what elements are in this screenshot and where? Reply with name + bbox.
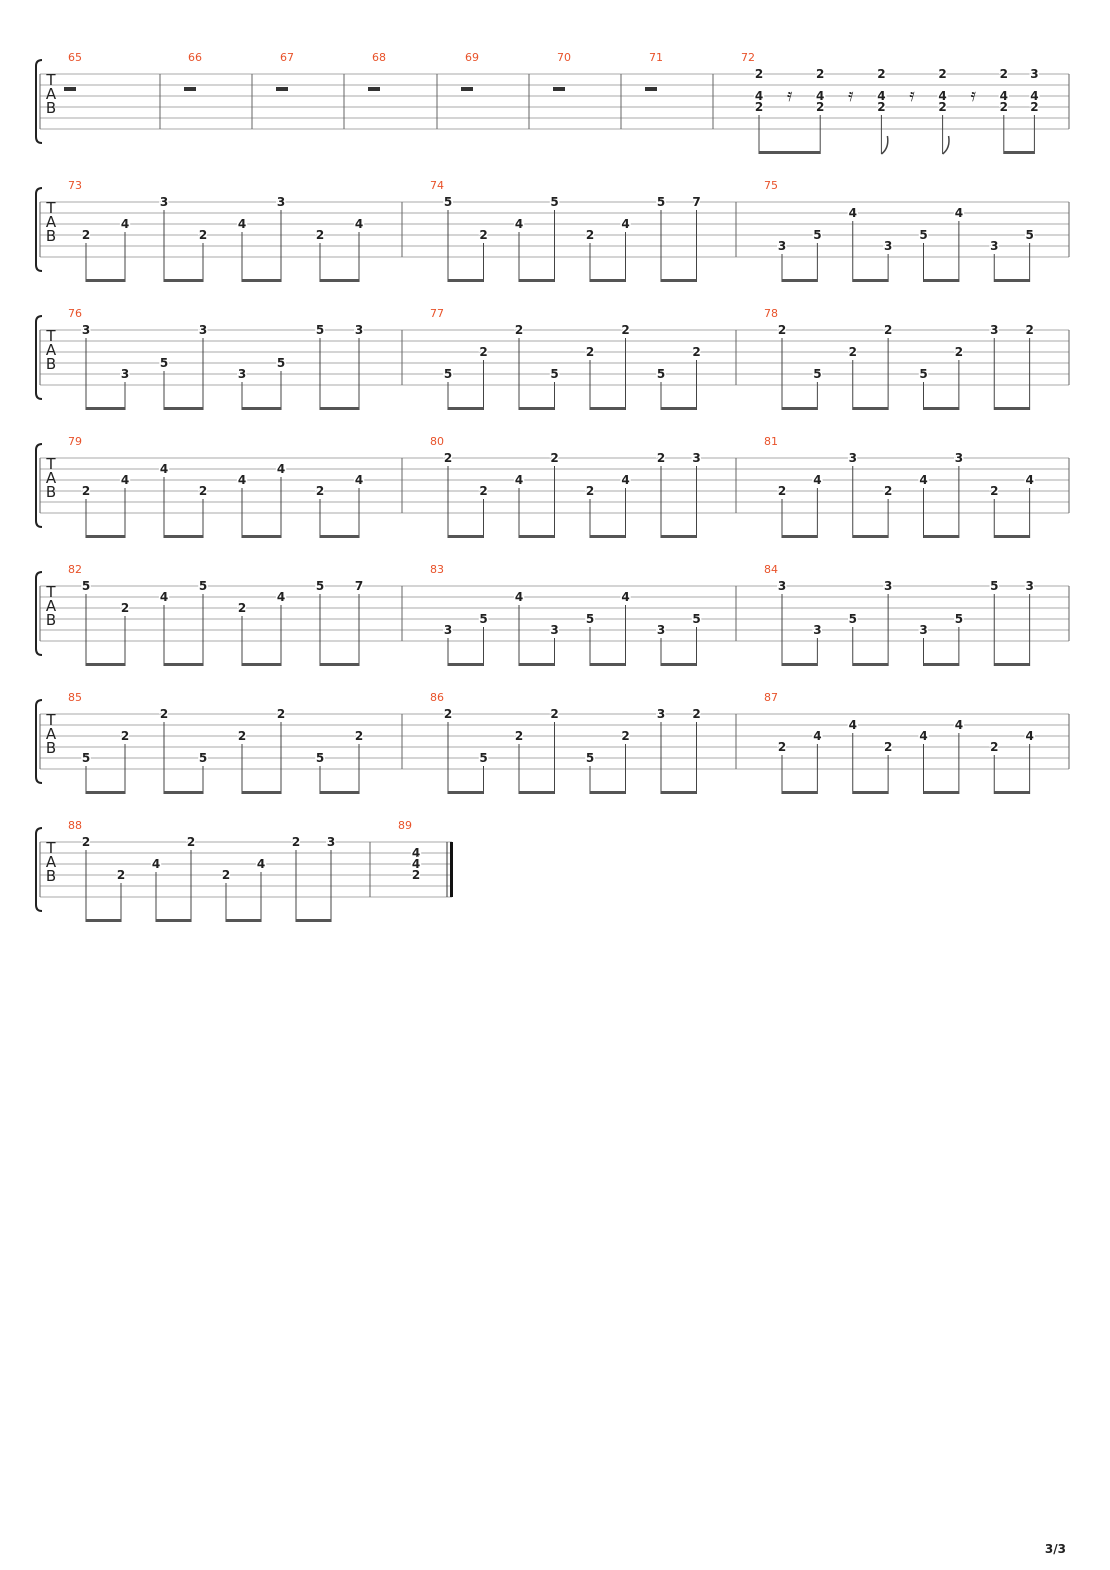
measure-number: 79 bbox=[68, 435, 82, 448]
final-barline-thick bbox=[450, 842, 453, 897]
system-bracket bbox=[36, 188, 42, 271]
beam bbox=[590, 407, 626, 410]
tab-clef-letter: B bbox=[45, 611, 57, 629]
system-bracket bbox=[36, 444, 42, 527]
fret-number: 5 bbox=[656, 195, 666, 209]
fret-number: 4 bbox=[754, 89, 764, 103]
fret-number: 3 bbox=[954, 451, 964, 465]
measure-number: 78 bbox=[764, 307, 778, 320]
fret-number: 2 bbox=[754, 100, 764, 114]
fret-number: 2 bbox=[692, 345, 701, 359]
fret-number: 4 bbox=[621, 590, 630, 604]
tab-clef-letter: A bbox=[45, 85, 57, 103]
fret-number: 2 bbox=[550, 707, 559, 721]
fret-number: 2 bbox=[777, 323, 787, 337]
measure-number: 80 bbox=[430, 435, 444, 448]
fret-number: 3 bbox=[1025, 579, 1034, 593]
beam bbox=[320, 791, 359, 794]
beam bbox=[661, 535, 697, 538]
beam bbox=[519, 535, 555, 538]
beam bbox=[156, 919, 191, 922]
fret-number: 4 bbox=[514, 217, 524, 231]
fret-number: 5 bbox=[479, 751, 488, 765]
sixteenth-rest: 𝄿 bbox=[848, 85, 854, 106]
fret-number: 4 bbox=[120, 473, 130, 487]
beam bbox=[590, 279, 626, 282]
fret-number: 2 bbox=[354, 729, 364, 743]
fret-number: 2 bbox=[954, 345, 964, 359]
tab-clef-letter: B bbox=[45, 483, 57, 501]
fret-number: 5 bbox=[81, 751, 91, 765]
fret-number: 4 bbox=[954, 718, 964, 732]
fret-number: 4 bbox=[919, 473, 928, 487]
beam bbox=[782, 663, 817, 666]
fret-number: 2 bbox=[198, 484, 208, 498]
fret-number: 3 bbox=[326, 835, 336, 849]
measure-number: 72 bbox=[741, 51, 755, 64]
fret-number: 4 bbox=[159, 590, 169, 604]
tab-clef-letter: A bbox=[45, 853, 57, 871]
fret-number: 3 bbox=[276, 195, 286, 209]
fret-number: 2 bbox=[159, 707, 169, 721]
fret-number: 2 bbox=[443, 707, 453, 721]
fret-number: 2 bbox=[621, 323, 630, 337]
beam bbox=[164, 407, 203, 410]
fret-number: 3 bbox=[813, 623, 822, 637]
fret-number: 4 bbox=[276, 590, 286, 604]
measure-number: 81 bbox=[764, 435, 778, 448]
measure-number: 75 bbox=[764, 179, 778, 192]
beam bbox=[661, 663, 697, 666]
fret-number: 2 bbox=[120, 601, 130, 615]
fret-number: 5 bbox=[81, 579, 91, 593]
system-bracket bbox=[36, 60, 42, 143]
fret-number: 4 bbox=[954, 206, 964, 220]
fret-number: 3 bbox=[550, 623, 559, 637]
fret-number: 2 bbox=[938, 100, 947, 114]
fret-number: 2 bbox=[877, 67, 886, 81]
tab-clef-letter: T bbox=[46, 455, 56, 473]
fret-number: 4 bbox=[1025, 473, 1034, 487]
beam bbox=[226, 919, 261, 922]
fret-number: 2 bbox=[883, 740, 893, 754]
measure-number: 87 bbox=[764, 691, 778, 704]
beam bbox=[853, 535, 888, 538]
whole-rest bbox=[645, 87, 657, 91]
tab-clef-letter: T bbox=[46, 711, 56, 729]
tab-clef-letter: B bbox=[45, 867, 57, 885]
fret-number: 3 bbox=[237, 367, 247, 381]
fret-number: 3 bbox=[990, 323, 999, 337]
beam bbox=[661, 791, 697, 794]
sixteenth-rest: 𝄿 bbox=[909, 85, 915, 106]
fret-number: 3 bbox=[919, 623, 928, 637]
fret-number: 2 bbox=[550, 451, 559, 465]
beam bbox=[924, 791, 959, 794]
measure-number: 83 bbox=[430, 563, 444, 576]
measure-number: 73 bbox=[68, 179, 82, 192]
fret-number: 3 bbox=[354, 323, 364, 337]
note-flag bbox=[943, 136, 949, 154]
fret-number: 5 bbox=[443, 195, 453, 209]
fret-number: 2 bbox=[276, 707, 286, 721]
measure-number: 89 bbox=[398, 819, 412, 832]
measure-number: 65 bbox=[68, 51, 82, 64]
beam bbox=[994, 791, 1029, 794]
beam bbox=[320, 535, 359, 538]
sixteenth-rest: 𝄿 bbox=[970, 85, 976, 106]
beam bbox=[782, 791, 817, 794]
tab-clef-letter: T bbox=[46, 199, 56, 217]
beam bbox=[242, 663, 281, 666]
beam bbox=[590, 535, 626, 538]
beam bbox=[590, 663, 626, 666]
fret-number: 2 bbox=[816, 67, 825, 81]
fret-number: 2 bbox=[81, 484, 91, 498]
fret-number: 4 bbox=[120, 217, 130, 231]
fret-number: 4 bbox=[938, 89, 947, 103]
fret-number: 4 bbox=[514, 590, 524, 604]
tab-clef-letter: B bbox=[45, 355, 57, 373]
fret-number: 4 bbox=[621, 217, 630, 231]
fret-number: 2 bbox=[237, 601, 247, 615]
sixteenth-rest: 𝄿 bbox=[786, 85, 793, 106]
fret-number: 2 bbox=[116, 868, 126, 882]
fret-number: 5 bbox=[813, 228, 822, 242]
beam bbox=[320, 279, 359, 282]
fret-number: 2 bbox=[411, 868, 421, 882]
fret-number: 3 bbox=[656, 707, 666, 721]
beam bbox=[164, 279, 203, 282]
fret-number: 2 bbox=[479, 484, 488, 498]
tab-clef-letter: T bbox=[46, 583, 56, 601]
beam bbox=[86, 407, 125, 410]
measure-number: 71 bbox=[649, 51, 663, 64]
fret-number: 4 bbox=[813, 473, 822, 487]
tab-clef-letter: T bbox=[46, 327, 56, 345]
measure-number: 76 bbox=[68, 307, 82, 320]
fret-number: 4 bbox=[411, 846, 421, 860]
whole-rest bbox=[368, 87, 380, 91]
fret-number: 3 bbox=[777, 239, 787, 253]
fret-number: 3 bbox=[81, 323, 91, 337]
fret-number: 4 bbox=[411, 857, 421, 871]
beam bbox=[519, 279, 555, 282]
beam bbox=[924, 407, 959, 410]
fret-number: 2 bbox=[754, 67, 764, 81]
fret-number: 3 bbox=[990, 239, 999, 253]
fret-number: 5 bbox=[919, 367, 928, 381]
measure-number: 77 bbox=[430, 307, 444, 320]
fret-number: 2 bbox=[777, 484, 787, 498]
tab-clef-letter: T bbox=[46, 71, 56, 89]
fret-number: 3 bbox=[443, 623, 453, 637]
fret-number: 2 bbox=[1030, 100, 1039, 114]
fret-number: 2 bbox=[479, 345, 488, 359]
fret-number: 2 bbox=[999, 100, 1008, 114]
measure-number: 68 bbox=[372, 51, 386, 64]
beam bbox=[448, 791, 484, 794]
fret-number: 5 bbox=[198, 579, 208, 593]
measure-number: 84 bbox=[764, 563, 778, 576]
fret-number: 2 bbox=[621, 729, 630, 743]
beam bbox=[242, 279, 281, 282]
fret-number: 3 bbox=[198, 323, 208, 337]
fret-number: 4 bbox=[276, 462, 286, 476]
fret-number: 4 bbox=[813, 729, 822, 743]
fret-number: 4 bbox=[354, 217, 364, 231]
beam bbox=[320, 663, 359, 666]
beam bbox=[242, 407, 281, 410]
fret-number: 2 bbox=[81, 835, 91, 849]
beam bbox=[86, 279, 125, 282]
system-bracket bbox=[36, 700, 42, 783]
fret-number: 2 bbox=[479, 228, 488, 242]
fret-number: 2 bbox=[291, 835, 301, 849]
fret-number: 4 bbox=[237, 473, 247, 487]
fret-number: 2 bbox=[198, 228, 208, 242]
measure-number: 74 bbox=[430, 179, 444, 192]
page-number: 3/3 bbox=[1044, 1542, 1066, 1556]
fret-number: 2 bbox=[877, 100, 886, 114]
fret-number: 3 bbox=[883, 579, 893, 593]
measure-number: 85 bbox=[68, 691, 82, 704]
fret-number: 4 bbox=[999, 89, 1008, 103]
fret-number: 2 bbox=[999, 67, 1008, 81]
measure-number: 70 bbox=[557, 51, 571, 64]
fret-number: 2 bbox=[81, 228, 91, 242]
fret-number: 5 bbox=[479, 612, 488, 626]
beam bbox=[924, 535, 959, 538]
beam bbox=[1004, 151, 1035, 154]
fret-number: 4 bbox=[621, 473, 630, 487]
fret-number: 2 bbox=[990, 740, 999, 754]
beam bbox=[853, 791, 888, 794]
fret-number: 4 bbox=[816, 89, 825, 103]
fret-number: 4 bbox=[354, 473, 364, 487]
tab-clef-letter: A bbox=[45, 725, 57, 743]
system-bracket bbox=[36, 572, 42, 655]
fret-number: 2 bbox=[237, 729, 247, 743]
beam bbox=[782, 279, 817, 282]
fret-number: 4 bbox=[848, 206, 857, 220]
fret-number: 3 bbox=[656, 623, 666, 637]
whole-rest bbox=[64, 87, 76, 91]
fret-number: 2 bbox=[938, 67, 947, 81]
beam bbox=[661, 407, 697, 410]
beam bbox=[519, 407, 555, 410]
fret-number: 5 bbox=[919, 228, 928, 242]
fret-number: 4 bbox=[1025, 729, 1034, 743]
beam bbox=[994, 535, 1029, 538]
fret-number: 5 bbox=[692, 612, 701, 626]
beam bbox=[994, 663, 1029, 666]
fret-number: 5 bbox=[315, 323, 325, 337]
tab-clef-letter: B bbox=[45, 739, 57, 757]
beam bbox=[782, 407, 817, 410]
fret-number: 2 bbox=[883, 484, 893, 498]
fret-number: 4 bbox=[514, 473, 524, 487]
tab-clef-letter: A bbox=[45, 469, 57, 487]
whole-rest bbox=[276, 87, 288, 91]
beam bbox=[924, 663, 959, 666]
fret-number: 5 bbox=[550, 367, 559, 381]
beam bbox=[242, 535, 281, 538]
beam bbox=[994, 279, 1029, 282]
beam bbox=[296, 919, 331, 922]
beam bbox=[853, 279, 888, 282]
measure-number: 69 bbox=[465, 51, 479, 64]
fret-number: 7 bbox=[692, 195, 701, 209]
fret-number: 5 bbox=[159, 356, 169, 370]
fret-number: 2 bbox=[120, 729, 130, 743]
fret-number: 2 bbox=[848, 345, 857, 359]
fret-number: 3 bbox=[848, 451, 857, 465]
beam bbox=[519, 791, 555, 794]
fret-number: 3 bbox=[692, 451, 701, 465]
beam bbox=[924, 279, 959, 282]
beam bbox=[448, 535, 484, 538]
fret-number: 2 bbox=[777, 740, 787, 754]
measure-number: 88 bbox=[68, 819, 82, 832]
beam bbox=[86, 535, 125, 538]
tab-clef-letter: A bbox=[45, 597, 57, 615]
tab-clef-letter: T bbox=[46, 839, 56, 857]
fret-number: 5 bbox=[276, 356, 286, 370]
measure-number: 82 bbox=[68, 563, 82, 576]
fret-number: 3 bbox=[159, 195, 169, 209]
measure-number: 66 bbox=[188, 51, 202, 64]
beam bbox=[994, 407, 1029, 410]
fret-number: 4 bbox=[877, 89, 886, 103]
fret-number: 5 bbox=[550, 195, 559, 209]
fret-number: 2 bbox=[315, 228, 325, 242]
beam bbox=[448, 279, 484, 282]
fret-number: 5 bbox=[954, 612, 964, 626]
fret-number: 2 bbox=[221, 868, 231, 882]
fret-number: 2 bbox=[1025, 323, 1034, 337]
fret-number: 3 bbox=[120, 367, 130, 381]
fret-number: 4 bbox=[848, 718, 857, 732]
fret-number: 2 bbox=[514, 729, 524, 743]
beam bbox=[242, 791, 281, 794]
fret-number: 5 bbox=[848, 612, 857, 626]
tab-clef-letter: A bbox=[45, 341, 57, 359]
fret-number: 2 bbox=[186, 835, 196, 849]
beam bbox=[448, 663, 484, 666]
beam bbox=[164, 663, 203, 666]
fret-number: 4 bbox=[256, 857, 266, 871]
tab-clef-letter: B bbox=[45, 227, 57, 245]
measure-number: 67 bbox=[280, 51, 294, 64]
beam bbox=[590, 791, 626, 794]
beam bbox=[519, 663, 555, 666]
fret-number: 5 bbox=[315, 579, 325, 593]
beam bbox=[320, 407, 359, 410]
beam bbox=[86, 791, 125, 794]
whole-rest bbox=[184, 87, 196, 91]
fret-number: 2 bbox=[656, 451, 666, 465]
fret-number: 2 bbox=[443, 451, 453, 465]
fret-number: 4 bbox=[919, 729, 928, 743]
beam bbox=[853, 663, 888, 666]
beam bbox=[86, 919, 121, 922]
system-bracket bbox=[36, 316, 42, 399]
fret-number: 5 bbox=[443, 367, 453, 381]
whole-rest bbox=[461, 87, 473, 91]
fret-number: 5 bbox=[813, 367, 822, 381]
fret-number: 5 bbox=[198, 751, 208, 765]
beam bbox=[164, 791, 203, 794]
fret-number: 2 bbox=[990, 484, 999, 498]
fret-number: 3 bbox=[777, 579, 787, 593]
fret-number: 2 bbox=[315, 484, 325, 498]
fret-number: 4 bbox=[151, 857, 161, 871]
fret-number: 3 bbox=[883, 239, 893, 253]
fret-number: 7 bbox=[354, 579, 364, 593]
fret-number: 2 bbox=[585, 345, 595, 359]
system-bracket bbox=[36, 828, 42, 911]
beam bbox=[661, 279, 697, 282]
beam bbox=[782, 535, 817, 538]
fret-number: 5 bbox=[585, 612, 595, 626]
fret-number: 2 bbox=[514, 323, 524, 337]
measure-number: 86 bbox=[430, 691, 444, 704]
fret-number: 5 bbox=[990, 579, 999, 593]
fret-number: 5 bbox=[656, 367, 666, 381]
beam bbox=[448, 407, 484, 410]
fret-number: 5 bbox=[1025, 228, 1034, 242]
whole-rest bbox=[553, 87, 565, 91]
beam bbox=[86, 663, 125, 666]
fret-number: 2 bbox=[816, 100, 825, 114]
fret-number: 4 bbox=[237, 217, 247, 231]
beam bbox=[759, 151, 820, 154]
beam bbox=[164, 535, 203, 538]
beam bbox=[853, 407, 888, 410]
fret-number: 2 bbox=[585, 484, 595, 498]
fret-number: 2 bbox=[692, 707, 701, 721]
tab-clef-letter: B bbox=[45, 99, 57, 117]
fret-number: 2 bbox=[585, 228, 595, 242]
fret-number: 5 bbox=[585, 751, 595, 765]
fret-number: 5 bbox=[315, 751, 325, 765]
fret-number: 3 bbox=[1030, 67, 1039, 81]
note-flag bbox=[881, 136, 887, 154]
fret-number: 4 bbox=[159, 462, 169, 476]
fret-number: 4 bbox=[1030, 89, 1039, 103]
fret-number: 2 bbox=[883, 323, 893, 337]
tab-clef-letter: A bbox=[45, 213, 57, 231]
